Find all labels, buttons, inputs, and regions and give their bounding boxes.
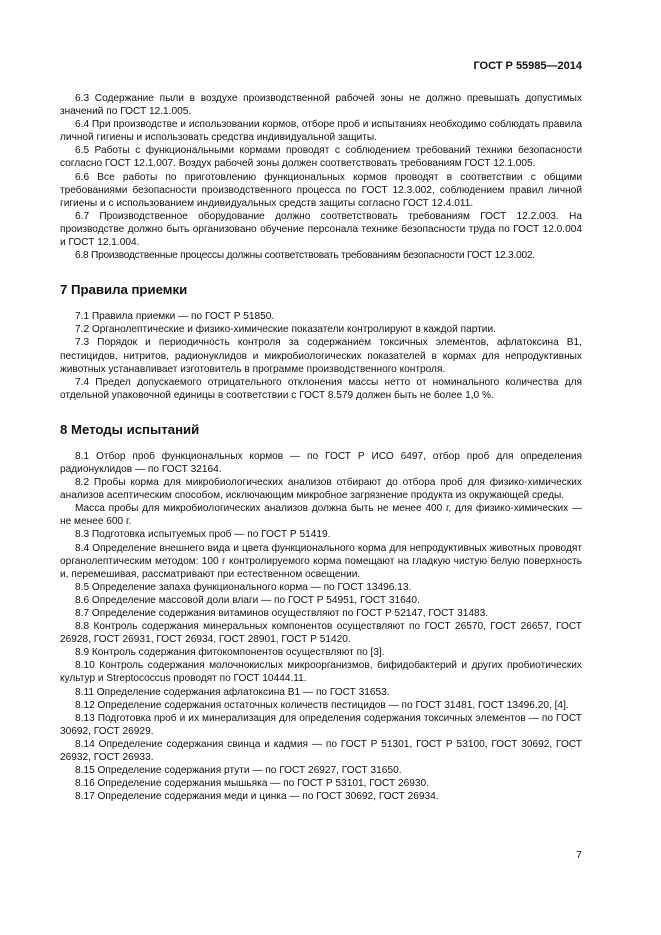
- paragraph-8-5: 8.5 Определение запаха функционального корма — по ГОСТ 13496.13.: [75, 581, 412, 593]
- paragraph-8-17: 8.17 Определение содержания меди и цинка — по ГОСТ 30692, ГОСТ 26934.: [75, 791, 439, 803]
- document-page: [60, 0, 582, 935]
- paragraph-8-13: 8.13 Подготовка проб и их минерализация для определения содержания токсичных элементов — по ГОСТ 30692, ГОСТ 26929.: [60, 712, 582, 737]
- paragraph-8-9: 8.9 Контроль содержания фитокомпонентов осуществляют по [3].: [75, 647, 385, 659]
- document-body: [60, 92, 582, 803]
- paragraph-8-10: 8.10 Контроль содержания молочнокислых микроорганизмов, бифидобактерий и других пробиотических культур и Streptococcus проводят по ГОСТ 10444.11.: [60, 660, 582, 685]
- paragraph-8-11: 8.11 Определение содержания афлатоксина В1 — по ГОСТ 31653.: [75, 686, 390, 698]
- paragraph-8-12: 8.12 Определение содержания остаточных количеств пестицидов — по ГОСТ 31481, ГОСТ 13496.20, [4].: [75, 699, 569, 711]
- paragraph-8-1: 8.1 Отбор проб функциональных кормов — по ГОСТ Р ИСО 6497, отбор проб для определения радионуклидов — по ГОСТ 32164.: [60, 450, 582, 475]
- document-code-header: ГОСТ Р 55985—2014: [473, 60, 582, 72]
- paragraph-8-4: 8.4 Определение внешнего вида и цвета функционального корма для непродуктивных животных проводят органолептическим методом: 100 г контролируемого корма помещают на гладкую чистую белую поверхность и, перемешивая, рассматривают при естественном освещении.: [60, 542, 582, 580]
- paragraph-7-4: 7.4 Предел допускаемого отрицательного отклонения массы нетто от номинального количества для отдельной упаковочной единицы в соответствии с ГОСТ 8.579 должен быть не более 1,0 %.: [60, 376, 582, 401]
- paragraph-8-15: 8.15 Определение содержания ртути — по ГОСТ 26927, ГОСТ 31650.: [75, 765, 402, 777]
- section-8-heading: 8 Методы испытаний: [60, 421, 200, 437]
- paragraph-6-4: 6.4 При производстве и использовании кормов, отборе проб и испытаниях необходимо соблюдать правила личной гигиены и использовать средства индивидуальной защиты.: [60, 119, 582, 144]
- paragraph-7-3: 7.3 Порядок и периодичность контроля за содержанием токсичных элементов, афлатоксина В1, пестицидов, нитритов, радионуклидов и микробиологических показателей в кормах для непродуктивных животных устанавливает изготовитель в программе производственного контроля.: [60, 337, 582, 375]
- paragraph-8-14: 8.14 Определение содержания свинца и кадмия — по ГОСТ Р 51301, ГОСТ Р 53100, ГОСТ 30692, ГОСТ 26932, ГОСТ 26933.: [60, 738, 582, 764]
- paragraph-8-6: 8.6 Определение массовой доли влаги — по ГОСТ Р 54951, ГОСТ 31640.: [75, 594, 420, 606]
- paragraph-8-16: 8.16 Определение содержания мышьяка — по ГОСТ Р 53101, ГОСТ 26930.: [75, 778, 429, 790]
- paragraph-6-5: 6.5 Работы с функциональными кормами проводят с соблюдением требований техники безопасности согласно ГОСТ 12.1.007. Воздух рабочей зоны должен соответствовать требованиям ГОСТ 12.1.005.: [60, 145, 582, 170]
- section-7-heading: 7 Правила приемки: [60, 282, 188, 298]
- paragraph-6-8: 6.8 Производственные процессы должны соответствовать требованиям безопасности ГОСТ 12.3.002.: [75, 250, 535, 262]
- paragraph-6-7: 6.7 Производственное оборудование должно соответствовать требованиям ГОСТ 12.2.003. На производстве должно быть организовано обучение персонала технике безопасности труда по ГОСТ 12.0.004 и ГОСТ 12.1.004.: [60, 210, 582, 249]
- paragraph-8-7: 8.7 Определение содержания витаминов осуществляют по ГОСТ Р 52147, ГОСТ 31483.: [75, 608, 489, 619]
- paragraph-8-8: 8.8 Контроль содержания минеральных компонентов осуществляют по ГОСТ 26570, ГОСТ 26657, ГОСТ 26928, ГОСТ 26931, ГОСТ 26934, ГОСТ 28901, ГОСТ Р 51420.: [60, 621, 582, 646]
- paragraph-8-3: 8.3 Подготовка испытуемых проб — по ГОСТ Р 51419.: [75, 529, 331, 541]
- paragraph-8-2: 8.2 Пробы корма для микробиологических анализов отбирают до отбора проб для физико-химических анализов асептическим способом, исключающим микробное загрязнение продукта из окружающей среды.: [60, 477, 582, 502]
- paragraph-8-2-mass: Масса пробы для микробиологических анализов должна быть не менее 400 г, для физико-химических — не менее 600 г.: [60, 503, 582, 528]
- paragraph-6-3: 6.3 Содержание пыли в воздухе производственной рабочей зоны не должно превышать допустимых значений по ГОСТ 12.1.005.: [60, 93, 582, 118]
- paragraph-7-2: 7.2 Органолептические и физико-химические показатели контролируют в каждой партии.: [75, 324, 496, 336]
- paragraph-7-1: 7.1 Правила приемки — по ГОСТ Р 51850.: [75, 311, 275, 323]
- page-number: 7: [576, 849, 582, 861]
- paragraph-6-6: 6.6 Все работы по приготовлению функциональных кормов проводят в соответствии с общими требованиями безопасности производственного процесса по ГОСТ 12.3.002, соблюдением правил личной гигиены и с использованием индивидуальных средств защиты согласно ГОСТ 12.4.011.: [60, 171, 582, 209]
